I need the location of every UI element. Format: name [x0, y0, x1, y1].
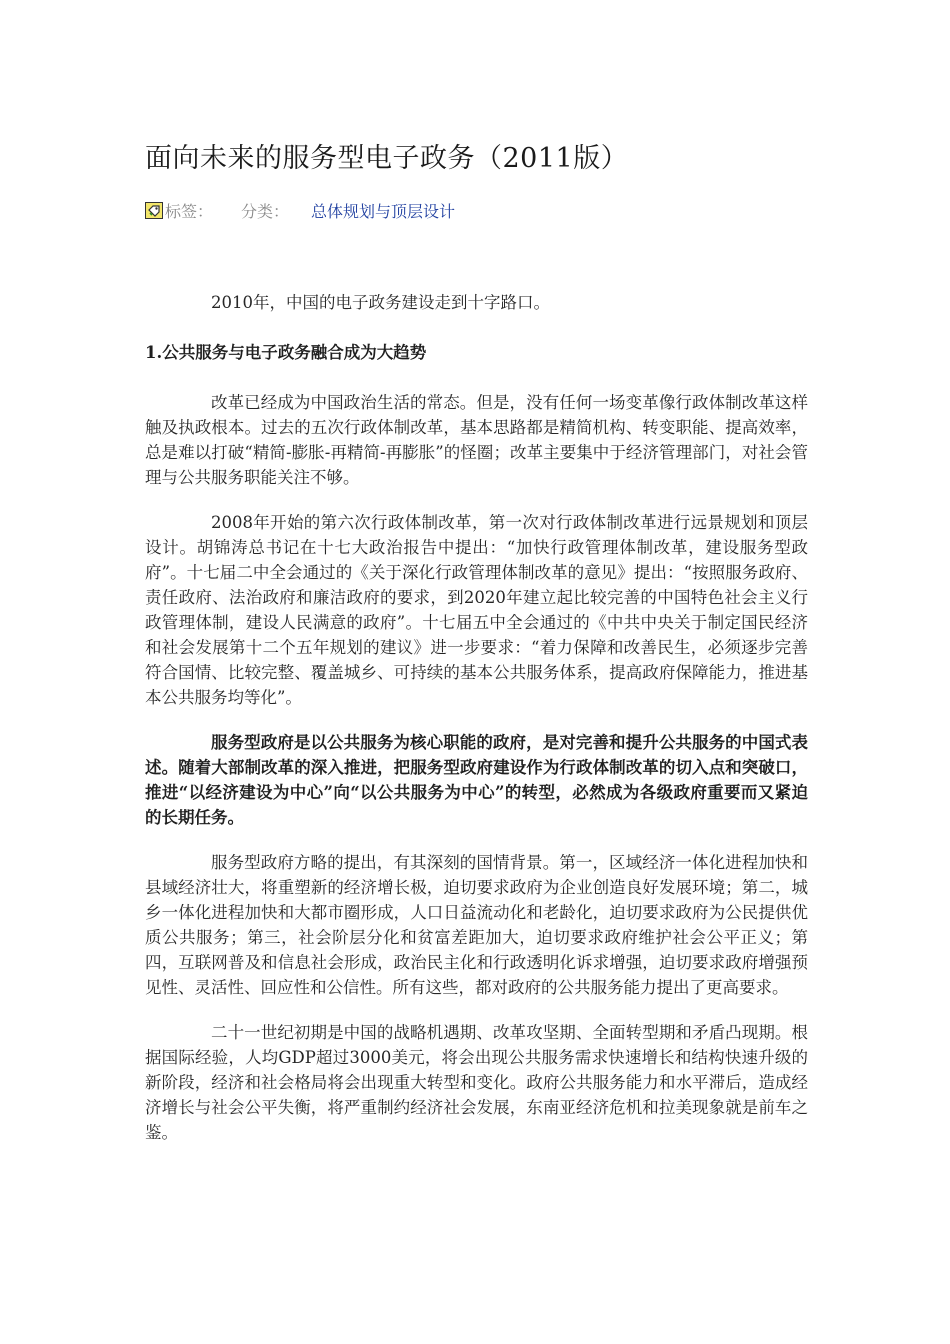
article-title: 面向未来的服务型电子政务（2011版） — [145, 143, 629, 174]
paragraph-1: 改革已经成为中国政治生活的常态。但是，没有任何一场变革像行政体制改革这样触及执政根本。过去的五次行政体制改革，基本思路都是精简机构、转变职能、提高效率，总是难以打破“精简-膨胀-再精简-再膨胀”的怪圈；改革主要集中于经济管理部门，对社会管理与公共服务职能关注不够。 — [145, 393, 808, 487]
paragraph-intro: 2010年，中国的电子政务建设走到十字路口。 — [211, 293, 550, 312]
tag-icon-glyph — [147, 204, 161, 217]
paragraph-2: 2008年开始的第六次行政体制改革，第一次对行政体制改革进行远景规划和顶层设计。胡锦涛总书记在十七大政治报告中提出：“加快行政管理体制改革，建设服务型政府”。十七届二中全会通过的《关于深化行政管理体制改革的意见》提出：“按照服务政府、责任政府、法治政府和廉洁政府的要求，到2020年建立起比较完善的中国特色社会主义行政管理体制，建设人民满意的政府”。十七届五中全会通过的《中共中央关于制定国民经济和社会发展第十二个五年规划的建议》进一步要求：“着力保障和改善民生，必须逐步完善符合国情、比较完整、覆盖城乡、可持续的基本公共服务体系，提高政府保障能力，推进基本公共服务均等化”。 — [145, 513, 808, 707]
paragraph-4: 服务型政府方略的提出，有其深刻的国情背景。第一，区域经济一体化进程加快和县域经济壮大，将重塑新的经济增长极，迫切要求政府为企业创造良好发展环境；第二，城乡一体化进程加快和大都市圈形成，人口日益流动化和老龄化，迫切要求政府为公民提供优质公共服务；第三，社会阶层分化和贫富差距加大，迫切要求政府维护社会公平正义；第四，互联网普及和信息社会形成，政治民主化和行政透明化诉求增强，迫切要求政府增强预见性、灵活性、回应性和公信性。所有这些，都对政府的公共服务能力提出了更高要求。 — [145, 853, 808, 997]
paragraph-3: 服务型政府是以公共服务为核心职能的政府，是对完善和提升公共服务的中国式表述。随着大部制改革的深入推进，把服务型政府建设作为行政体制改革的切入点和突破口，推进“以经济建设为中心”向“以公共服务为中心”的转型，必然成为各级政府重要而又紧迫的长期任务。 — [145, 733, 808, 827]
paragraph-5: 二十一世纪初期是中国的战略机遇期、改革攻坚期、全面转型期和矛盾凸现期。根据国际经验，人均GDP超过3000美元，将会出现公共服务需求快速增长和结构快速升级的新阶段，经济和社会格局将会出现重大转型和变化。政府公共服务能力和水平滞后，造成经济增长与社会公平失衡，将严重制约经济社会发展，东南亚经济危机和拉美现象就是前车之鉴。 — [145, 1023, 808, 1142]
category-link[interactable]: 总体规划与顶层设计 — [311, 201, 456, 221]
tag-icon[interactable] — [145, 202, 163, 219]
article-body — [145, 290, 808, 1145]
tags-label: 标签： — [165, 201, 214, 221]
section-heading: 1.公共服务与电子政务融合成为大趋势 — [145, 343, 427, 362]
category-label: 分类： — [241, 201, 290, 221]
article-meta — [145, 198, 455, 222]
